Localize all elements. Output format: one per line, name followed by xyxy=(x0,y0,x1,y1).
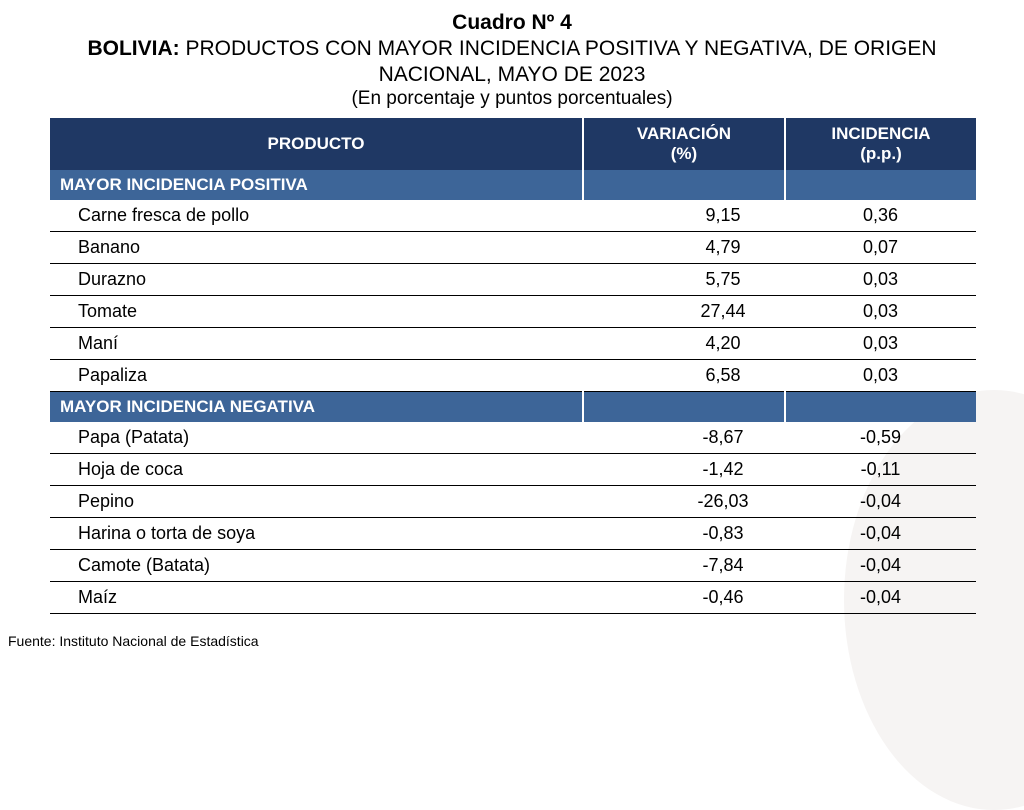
variation-value: 27,44 xyxy=(583,296,785,328)
section-label: MAYOR INCIDENCIA NEGATIVA xyxy=(50,392,583,423)
table-row xyxy=(50,264,976,296)
variation-value: -7,84 xyxy=(583,550,785,582)
table-row xyxy=(50,232,976,264)
incidence-value: -0,04 xyxy=(785,550,976,582)
product-name: Banano xyxy=(50,232,583,264)
header-variation-title: VARIACIÓN xyxy=(636,124,732,143)
incidence-value: 0,36 xyxy=(785,200,976,232)
table-row xyxy=(50,422,976,454)
table-row xyxy=(50,486,976,518)
variation-value: -26,03 xyxy=(583,486,785,518)
product-name: Pepino xyxy=(50,486,583,518)
variation-value: -0,83 xyxy=(583,518,785,550)
product-name: Maní xyxy=(50,328,583,360)
incidence-value: -0,04 xyxy=(785,486,976,518)
section-positive xyxy=(50,170,976,200)
variation-value: -8,67 xyxy=(583,422,785,454)
product-name: Camote (Batata) xyxy=(50,550,583,582)
incidence-value: -0,04 xyxy=(785,582,976,614)
product-name: Papa (Patata) xyxy=(50,422,583,454)
table-row xyxy=(50,582,976,614)
header-incidence xyxy=(785,118,976,170)
incidence-value: 0,03 xyxy=(785,328,976,360)
title-text: PRODUCTOS CON MAYOR INCIDENCIA POSITIVA Y NEGATIVA, DE ORIGEN NACIONAL, MAYO DE 2023 xyxy=(185,37,937,86)
header-incidence-title: INCIDENCIA xyxy=(831,124,931,143)
section-label: MAYOR INCIDENCIA POSITIVA xyxy=(50,170,583,200)
header-incidence-unit: (p.p.) xyxy=(860,144,902,163)
table-row xyxy=(50,454,976,486)
product-name: Tomate xyxy=(50,296,583,328)
variation-value: -1,42 xyxy=(583,454,785,486)
incidence-value: -0,59 xyxy=(785,422,976,454)
country-label: BOLIVIA: xyxy=(87,37,180,60)
product-name: Maíz xyxy=(50,582,583,614)
product-name: Hoja de coca xyxy=(50,454,583,486)
title-block xyxy=(0,10,1024,110)
incidence-table xyxy=(50,118,976,614)
table-row xyxy=(50,518,976,550)
table-row xyxy=(50,200,976,232)
incidence-value: 0,03 xyxy=(785,296,976,328)
variation-value: -0,46 xyxy=(583,582,785,614)
variation-value: 4,79 xyxy=(583,232,785,264)
incidence-value: -0,04 xyxy=(785,518,976,550)
table-row xyxy=(50,328,976,360)
source-note: Fuente: Instituto Nacional de Estadística xyxy=(8,633,259,649)
table-row xyxy=(50,296,976,328)
table-header xyxy=(50,118,976,170)
variation-value: 9,15 xyxy=(583,200,785,232)
header-variation xyxy=(583,118,785,170)
table-number: Cuadro Nº 4 xyxy=(452,11,572,34)
incidence-value: 0,07 xyxy=(785,232,976,264)
product-name: Papaliza xyxy=(50,360,583,392)
product-name: Harina o torta de soya xyxy=(50,518,583,550)
header-product: PRODUCTO xyxy=(50,118,583,170)
units-note: (En porcentaje y puntos porcentuales) xyxy=(351,88,673,109)
table-body xyxy=(50,170,976,614)
section-negative xyxy=(50,392,976,423)
table-title xyxy=(0,36,1024,88)
product-name: Durazno xyxy=(50,264,583,296)
table-row xyxy=(50,360,976,392)
incidence-value: -0,11 xyxy=(785,454,976,486)
variation-value: 4,20 xyxy=(583,328,785,360)
incidence-value: 0,03 xyxy=(785,264,976,296)
product-name: Carne fresca de pollo xyxy=(50,200,583,232)
header-variation-unit: (%) xyxy=(670,144,698,163)
variation-value: 6,58 xyxy=(583,360,785,392)
table-row xyxy=(50,550,976,582)
incidence-value: 0,03 xyxy=(785,360,976,392)
variation-value: 5,75 xyxy=(583,264,785,296)
